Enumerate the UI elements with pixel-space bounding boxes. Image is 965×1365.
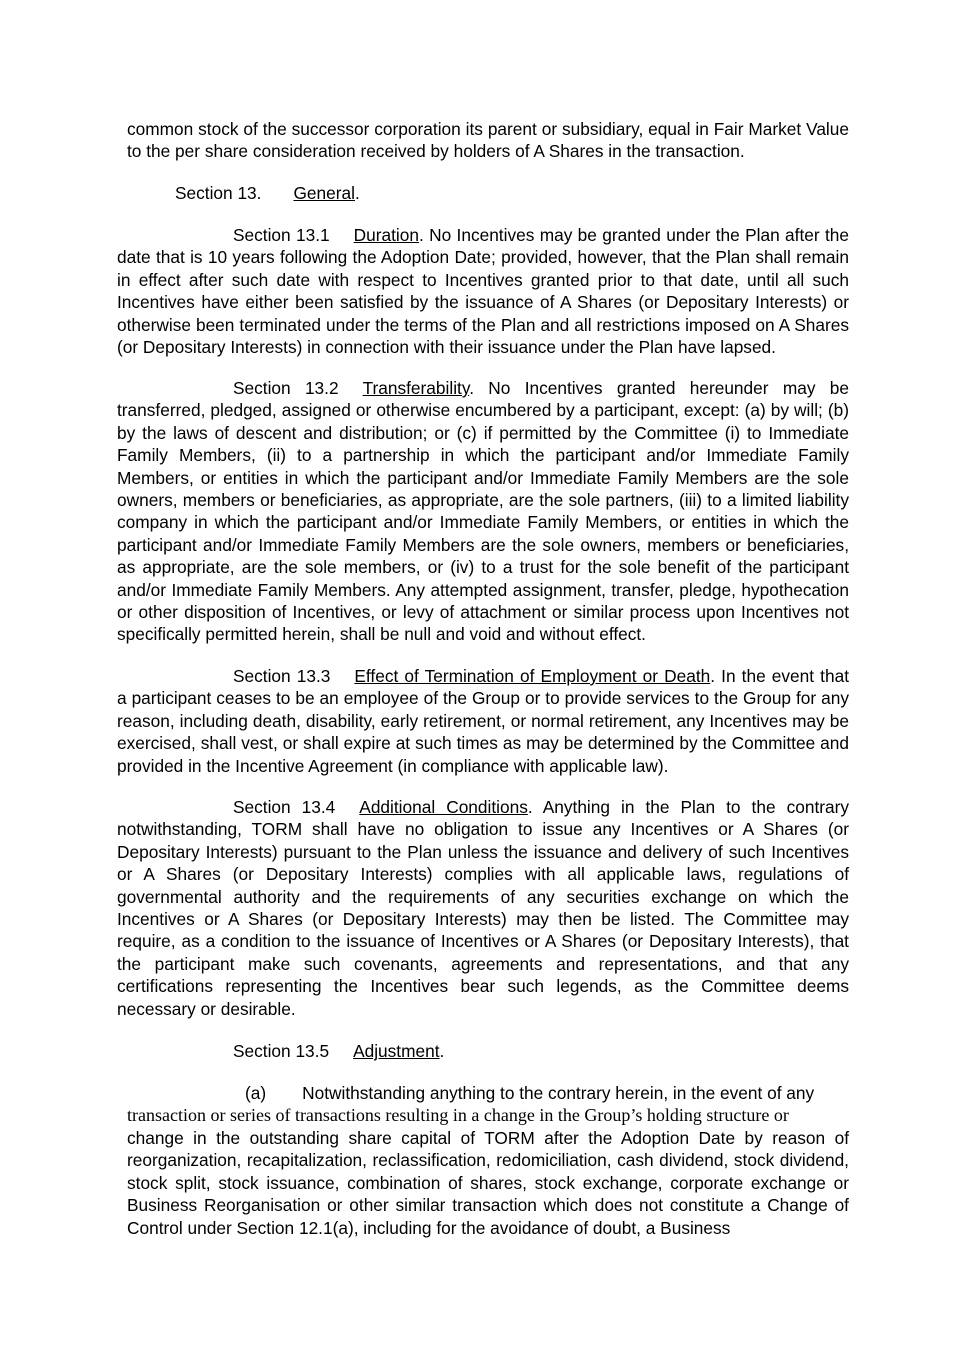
section-13-5a-body: change in the outstanding share capital of TORM after the Adoption Date by reason of reorganization, recapitalization, reclassification, redomiciliation, cash dividend, stock dividend, stock split, stock issuance, combination of shares, stock exchange, corporate exchange or Business Reorganisation or other similar transaction which does not constitute a Change of Control under Section 12.1(a), including for the avoidance of doubt, a Business (127, 1128, 849, 1238)
section-13-heading: Section 13. General. (175, 183, 360, 203)
section-13-4-paragraph (117, 796, 849, 1020)
section-13-5a-line1: Notwithstanding anything to the contrary herein, in the event of any (302, 1083, 815, 1103)
section-13-4-body: . Anything in the Plan to the contrary notwithstanding, TORM shall have no obligation to issue any Incentives or A Shares (or Depositary Interests) pursuant to the Plan unless the issuance and delivery of such Incentives or A Shares (or Depositary Interests) complies with all applicable laws, regulations of governmental authority and the requirements of any securities exchange on which the Incentives or A Shares (or Depositary Interests) may then be listed. The Committee may require, as a condition to the issuance of Incentives or A Shares (or Depositary Interests), that the participant make such covenants, agreements and representations, and that any certifications representing the Incentives bear such legends, as the Committee deems necessary or desirable. (117, 797, 850, 1019)
continuation-paragraph (127, 118, 849, 163)
section-13-4-number: Section 13.4 (233, 797, 336, 817)
section-13-5a-marker: (a) (245, 1083, 267, 1103)
section-13-3-paragraph (117, 665, 849, 777)
section-13-5-heading: Section 13.5 Adjustment. (233, 1041, 445, 1061)
section-13-5-title: Adjustment (353, 1041, 440, 1061)
section-13-3-number: Section 13.3 (233, 666, 331, 686)
section-13-number: Section 13. (175, 183, 262, 203)
section-13-2-body: . No Incentives granted hereunder may be transferred, pledged, assigned or otherwise encumbered by a participant, except: (a) by will; (b) by the laws of descent and distribution; or (c) if permitted by the Committee (i) to Immediate Family Members, (ii) to a partnership in which the participant and/or Immediate Family Members, or entities in which the participant and/or Immediate Family Members are the sole owners, members or beneficiaries, as appropriate, are the sole partners, (iii) to a limited liability company in which the participant and/or Immediate Family Members, or entities in which the participant and/or Immediate Family Members are the sole owners, members or beneficiaries, as appropriate, are the sole members, or (iv) to a trust for the sole benefit of the participant and/or Immediate Family Members. Any attempted assignment, transfer, pledge, hypothecation or other disposition of Incentives, or levy of attachment or similar process upon Incentives not specifically permitted herein, shall be null and void and without effect. (117, 378, 850, 645)
section-13-5-number: Section 13.5 (233, 1041, 330, 1061)
section-13-4-title: Additional Conditions (359, 797, 528, 817)
section-13-5a-serif-line: transaction or series of transactions resulting in a change in the Group’s holding structure or (127, 1105, 789, 1125)
section-13-1-number: Section 13.1 (233, 225, 330, 245)
section-13-title: General (293, 183, 355, 203)
section-13-2-paragraph (117, 377, 849, 646)
section-13-1-title: Duration (353, 225, 419, 245)
section-13-3-body: . In the event that a participant ceases to be an employee of the Group or to provide services to the Group for any reason, including death, disability, early retirement, or normal retirement, any Incentives may be exercised, shall vest, or shall expire at such times as may be determined by the Committee and provided in the Incentive Agreement (in compliance with applicable law). (117, 666, 850, 776)
section-13-1-paragraph (117, 224, 849, 358)
section-13-2-number: Section 13.2 (233, 378, 339, 398)
section-13-2-title: Transferability (362, 378, 470, 398)
section-13-3-title: Effect of Termination of Employment or Death (354, 666, 711, 686)
section-13-1-body: . No Incentives may be granted under the Plan after the date that is 10 years following the Adoption Date; provided, however, that the Plan shall remain in effect after such date with respect to Incentives granted prior to that date, until all such Incentives have either been satisfied by the issuance of A Shares (or Depositary Interests) or otherwise been terminated under the terms of the Plan and all restrictions imposed on A Shares (or Depositary Interests) in connection with their issuance under the Plan have lapsed. (117, 225, 849, 358)
section-13-5a-first-line (245, 1082, 814, 1104)
continuation-text: common stock of the successor corporation its parent or subsidiary, equal in Fair Market Value to the per share consideration received by holders of A Shares in the transaction. (127, 119, 849, 162)
